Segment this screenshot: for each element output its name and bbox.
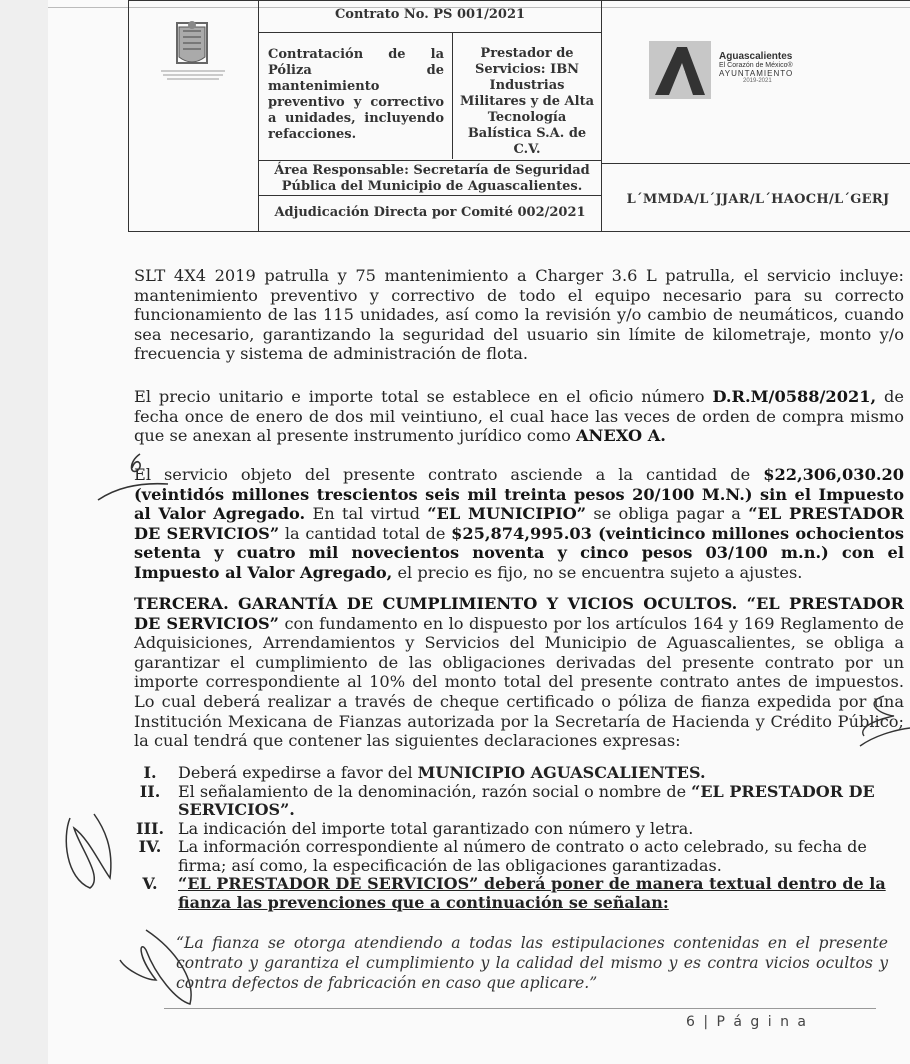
logo-line-3: AYUNTAMIENTO [719, 69, 794, 78]
contract-object: Contratación de la Póliza de mantenimiento preventivo y correctivo a unidades, incluyendo refacciones. [268, 47, 444, 142]
a-mark-icon [649, 41, 711, 99]
logo-line-1: Aguascalientes [719, 51, 793, 62]
list-item: IV. La información correspondiente al número de contrato o acto celebrado, su fecha de firma; así como, la especificación de las obligaciones garantizadas. [138, 837, 867, 875]
margin-signature-icon [854, 692, 910, 752]
contract-header-table [128, 0, 910, 232]
list-item: II. El señalamiento de la denominación, razón social o nombre de “EL PRESTADOR DE SERVICIOS”. [139, 781, 875, 819]
page-number: 6 | P á g i n a [685, 1014, 808, 1030]
paragraph-scope: SLT 4X4 2019 patrulla y 75 mantenimiento a Charger 3.6 L patrulla, el servicio incluye: mantenimiento preventivo y correctivo de todo el equipo necesario para su correcto funcionamiento de las 115 unidades, así como la revisión y/o cambio de neumáticos, cuando sea necesario, garantizando la seguridad del usuario sin límite de kilometraje, monto y/o frecuencia y sistema de administración de flota. [134, 266, 904, 364]
amount-without-vat: $22,306,030.20 (veintidós millones trescientos seis mil treinta pesos 20/100 M.N.) sin el Impuesto al Valor Agregado. [134, 465, 904, 524]
paragraph-price: El precio unitario e importe total se establece en el oficio número D.R.M/0588/2021, de fecha once de enero de dos mil veintiuno, el cual hace las veces de orden de compra mismo que se anexan al presente instrumento jurídico como ANEXO A. [134, 387, 904, 446]
annex-ref: ANEXO A. [576, 426, 666, 446]
responsible-area: Área Responsable: Secretaría de Seguridad Pública del Municipio de Aguascalientes. [274, 163, 590, 194]
signature-mark-icon [88, 448, 178, 528]
service-provider: Prestador de Servicios: IBN Industrias Militares y de Alta Tecnología Balística S.A. de C.V. [459, 46, 595, 157]
logo-line-2: El Corazón de México® [719, 62, 793, 69]
municipal-seal-logo [157, 19, 229, 89]
logo-line-4: 2019-2021 [743, 78, 772, 84]
bond-quote: “La fianza se otorga atendiendo a todas las estipulaciones contenidas en el presente contrato y garantiza el cumplimiento y la calidad del mismo y es contra vicios ocultos y contra defectos de fabricación en caso que aplicare.” [176, 934, 888, 992]
footer-rule [164, 1008, 876, 1009]
list-item: I. Deberá expedirse a favor del MUNICIPIO AGUASCALIENTES. [143, 763, 706, 782]
office-number: D.R.M/0588/2021, [712, 387, 877, 406]
loop-scribble-icon [116, 920, 216, 1010]
contract-number: Contrato No. PS 001/2021 [334, 7, 526, 22]
declarations-list [130, 764, 910, 912]
initials-scribble-icon [60, 808, 120, 898]
initials: L´MMDA/L´JJAR/L´HAOCH/L´GERJ [626, 192, 890, 207]
clause-tercera: TERCERA. GARANTÍA DE CUMPLIMIENTO Y VICIOS OCULTOS. “EL PRESTADOR DE SERVICIOS” con fundamento en lo dispuesto por los artículos 164 y 169 Reglamento de Adquisiciones, Arrendamientos y Servicios del Municipio de Aguascalientes, se obliga a garantizar el cumplimiento de las obligaciones derivadas del presente contrato por un importe correspondiente al 10% del monto total del presente contrato antes de impuestos. Lo cual deberá realizar a través de cheque certificado o póliza de fianza expedida por una Institución Mexicana de Fianzas autorizada por la Secretaría de Hacienda y Crédito Público; la cual tendrá que contener las siguientes declaraciones expresas: [134, 594, 904, 751]
aguascalientes-logo [649, 41, 829, 103]
document-page [48, 0, 910, 1064]
list-item: V. “EL PRESTADOR DE SERVICIOS” deberá poner de manera textual dentro de la fianza las prevenciones que a continuación se señalan: [142, 874, 886, 912]
adjudication: Adjudicación Directa por Comité 002/2021 [274, 205, 586, 220]
paragraph-amount: El servicio objeto del presente contrato asciende a la cantidad de $22,306,030.20 (veintidós millones trescientos seis mil treinta pesos 20/100 M.N.) sin el Impuesto al Valor Agregado. En tal virtud “EL MUNICIPIO” se obliga pagar a “EL PRESTADOR DE SERVICIOS” la cantidad total de $25,874,995.03 (veinticinco millones ochocientos setenta y cuatro mil novecientos noventa y cinco pesos 03/100 m.n.) con el Impuesto al Valor Agregado, el precio es fijo, no se encuentra sujeto a ajustes. [134, 465, 904, 582]
clause-title: TERCERA. GARANTÍA DE CUMPLIMIENTO Y VICIOS OCULTOS. “EL PRESTADOR DE SERVICIOS” [134, 594, 904, 633]
list-item: III. La indicación del importe total garantizado con número y letra. [135, 818, 694, 838]
amount-with-vat: $25,874,995.03 (veinticinco millones ochocientos setenta y cuatro mil novecientos noventa y cinco pesos 03/100 m.n.) con el Impuesto al Valor Agregado, [134, 523, 904, 582]
